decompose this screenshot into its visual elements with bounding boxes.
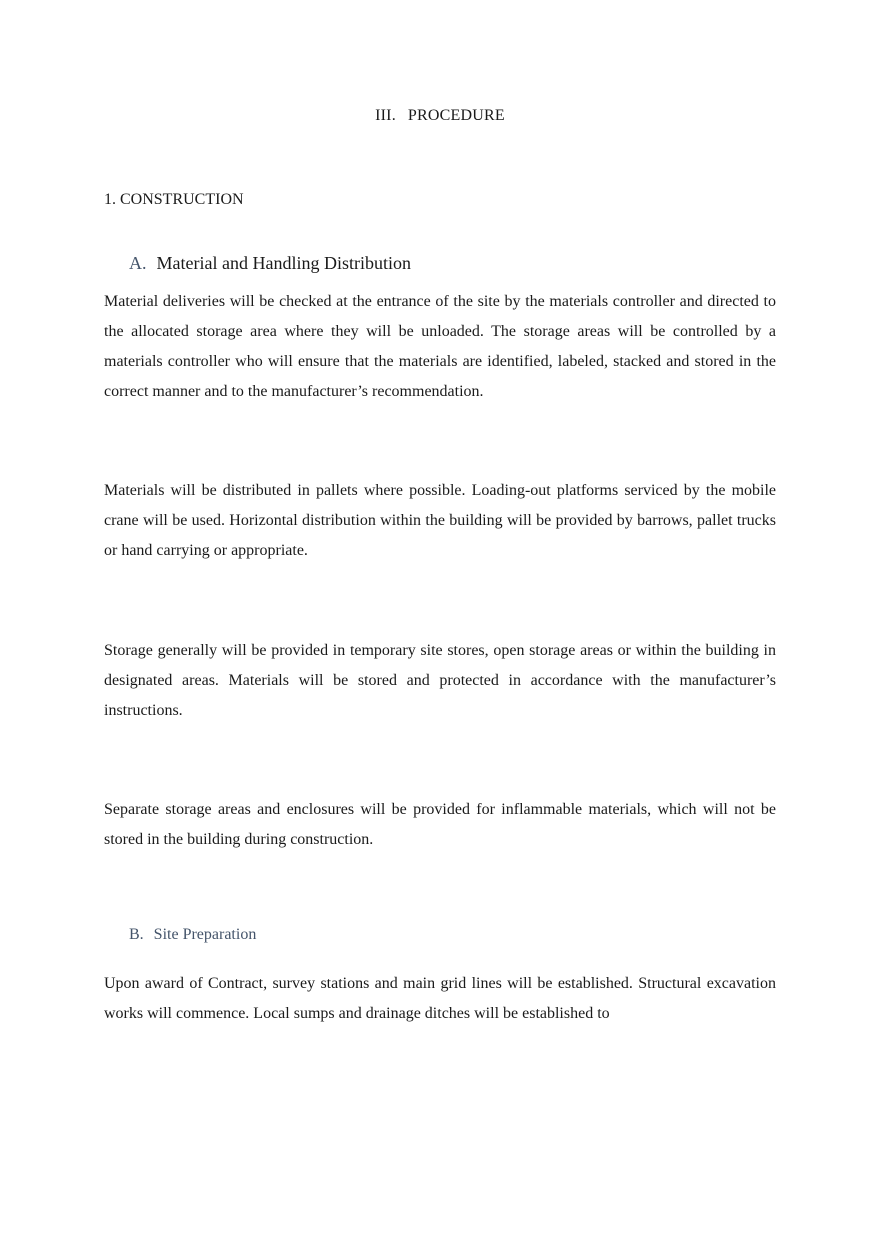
section-number: III. — [375, 107, 396, 124]
part-a-title: Material and Handling Distribution — [156, 253, 411, 273]
paragraph-distribution: Materials will be distributed in pallets where possible. Loading-out platforms serviced by the mobile crane will be used. Horizontal distribution within the building will be provided by barrows, pallet trucks or hand carrying or appropriate. — [104, 482, 776, 559]
part-b-letter: B. — [129, 926, 144, 943]
part-a-letter: A. — [129, 253, 147, 273]
part-a-heading — [129, 251, 411, 275]
paragraph-material-deliveries: Material deliveries will be checked at the entrance of the site by the materials controller and directed to the allocated storage area where they will be unloaded. The storage areas will be controlled by a materials controller who will ensure that the materials are identified, labeled, stacked and stored in the correct manner and to the manufacturer’s recommendation. — [104, 293, 776, 400]
subsection-heading: 1. CONSTRUCTION — [104, 191, 244, 208]
part-b-heading — [129, 924, 256, 946]
section-title: PROCEDURE — [407, 107, 505, 124]
part-b-title: Site Preparation — [153, 926, 257, 943]
section-heading — [0, 105, 880, 127]
paragraph-separate-storage: Separate storage areas and enclosures will be provided for inflammable materials, which will not be stored in the building during construction. — [104, 801, 776, 848]
paragraph-storage: Storage generally will be provided in temporary site stores, open storage areas or within the building in designated areas. Materials will be stored and protected in accordance with the manufacturer’s instructions. — [104, 642, 776, 719]
paragraph-site-preparation: Upon award of Contract, survey stations and main grid lines will be established. Structural excavation works will commence. Local sumps and drainage ditches will be established to — [104, 975, 776, 1022]
